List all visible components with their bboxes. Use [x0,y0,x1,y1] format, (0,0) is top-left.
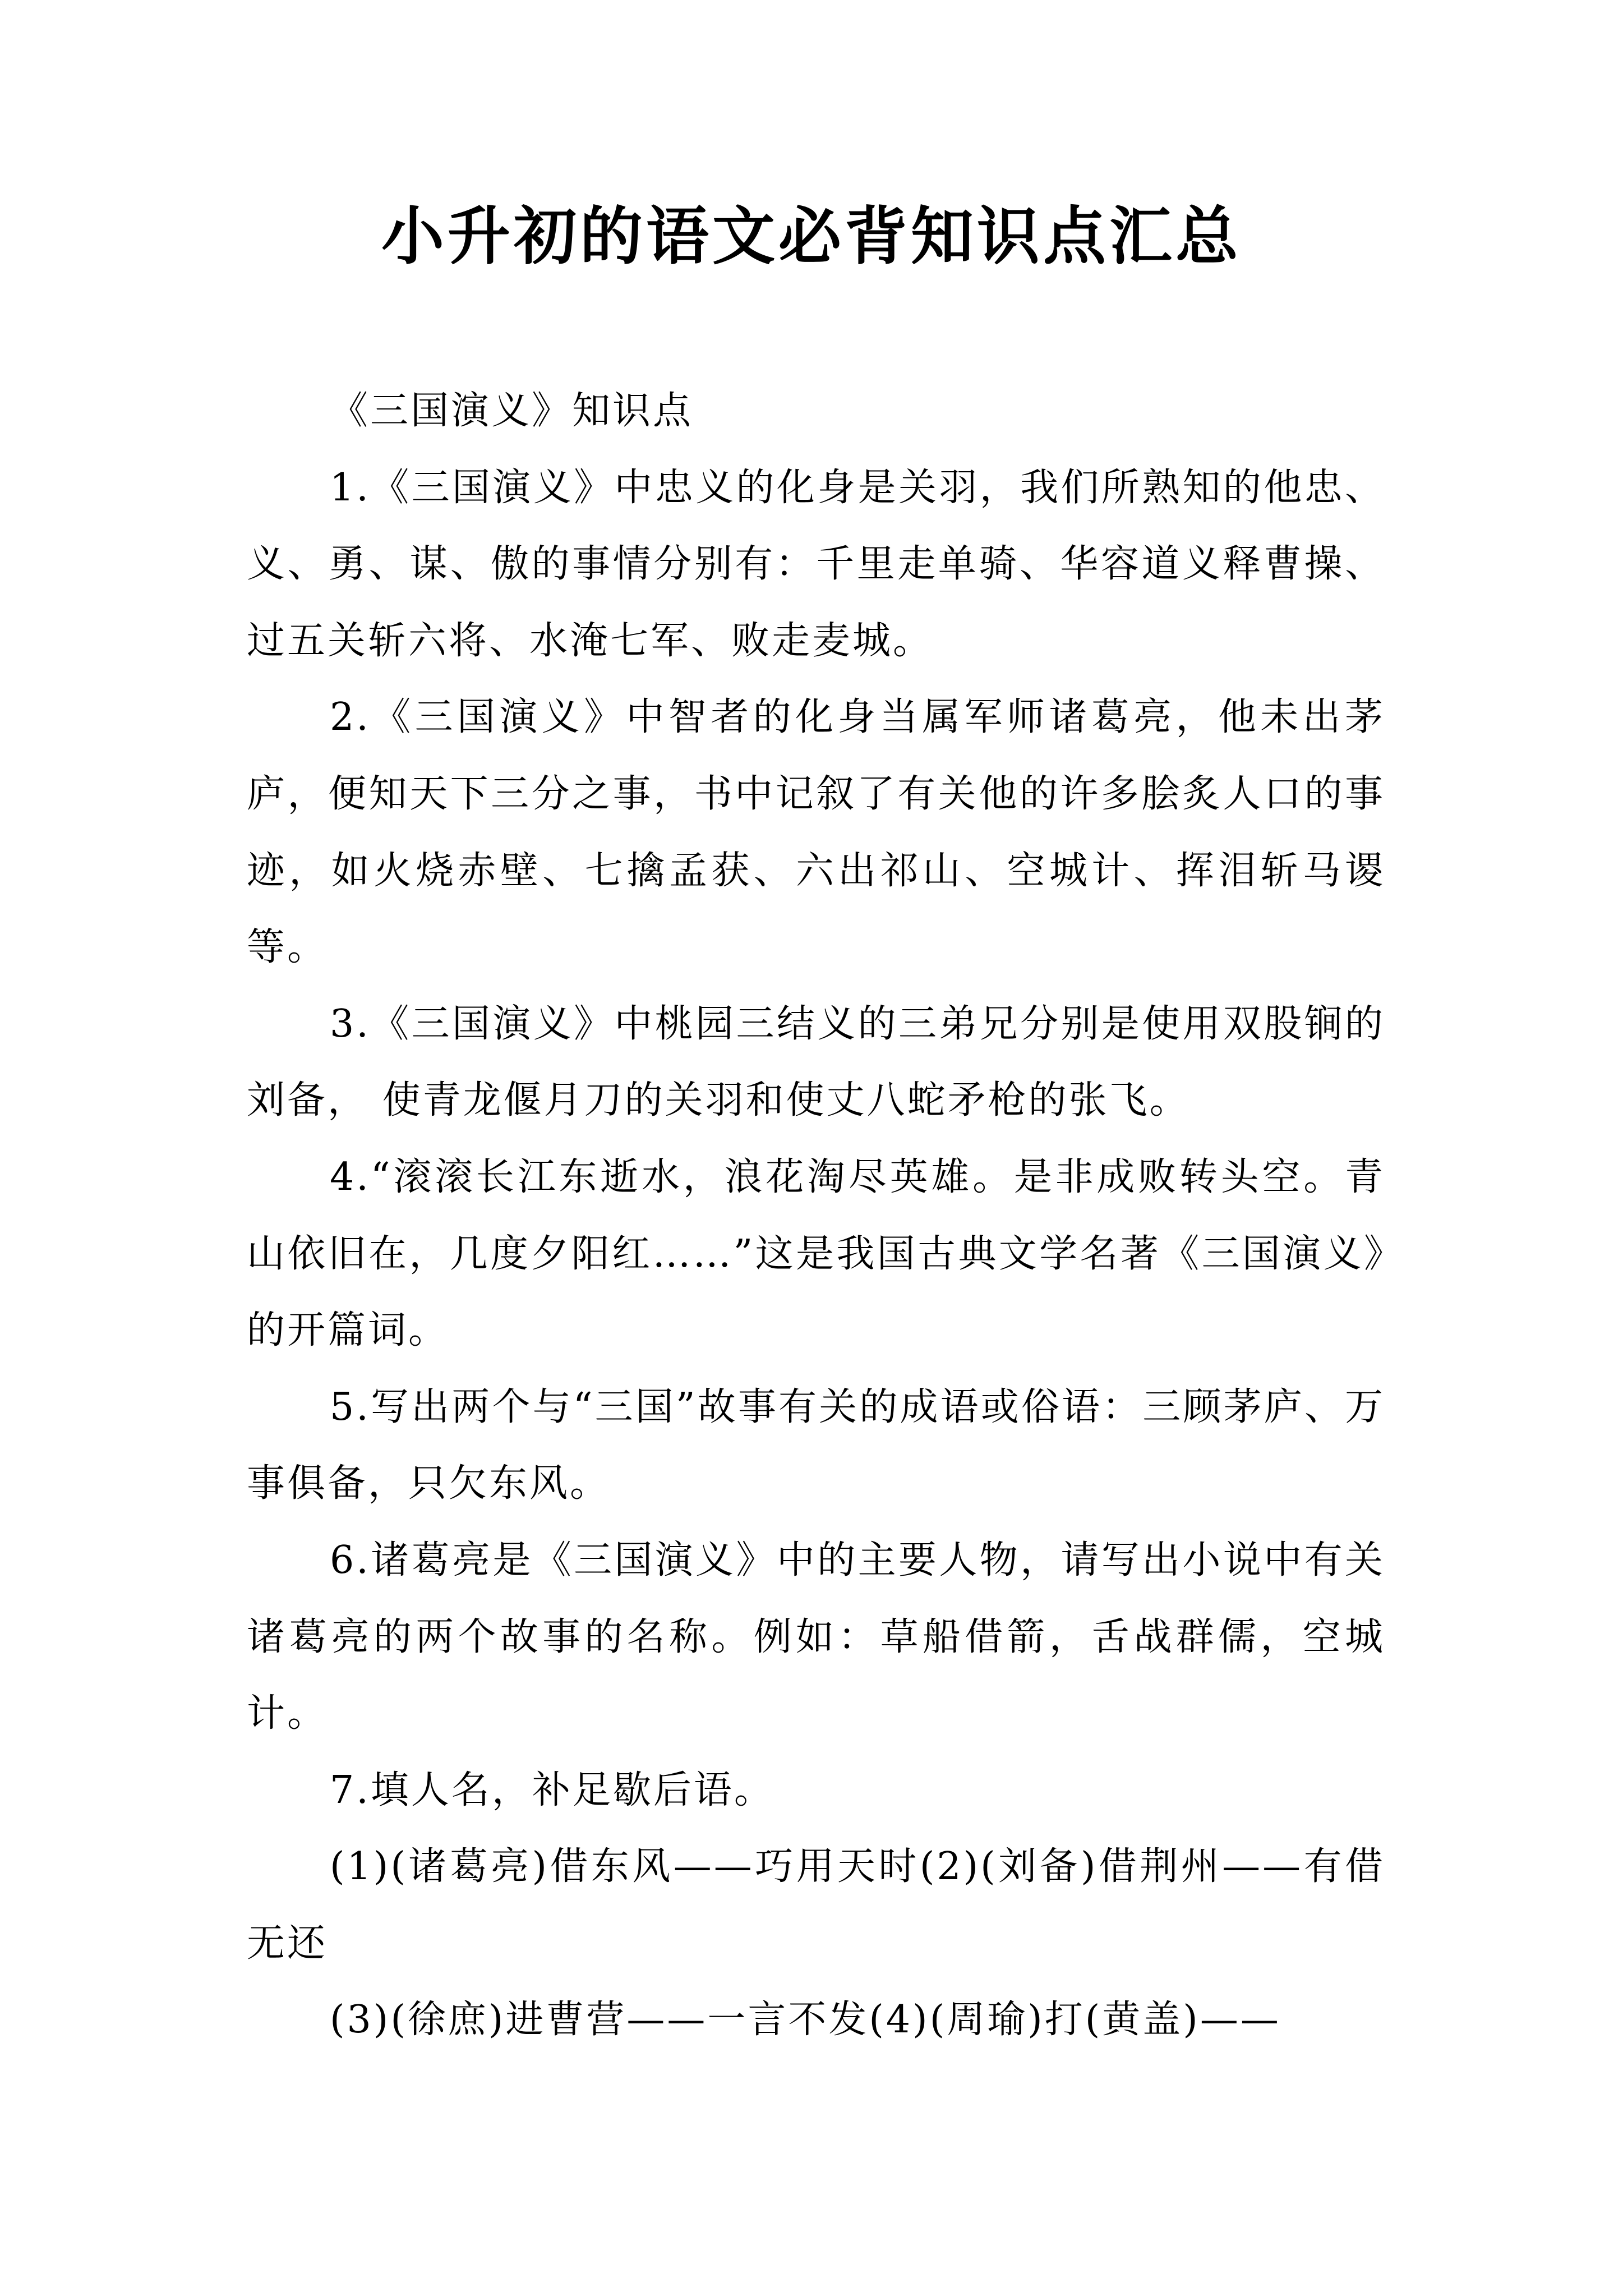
paragraph-item-6: 6.诸葛亮是《三国演义》中的主要人物，请写出小说中有关诸葛亮的两个故事的名称。例如：草船借箭，舌战群儒，空城计。 [247,1538,1385,1736]
paragraph-subitem-1-2: (1)(诸葛亮)借东风——巧用天时(2)(刘备)借荆州——有借无还 [247,1844,1385,1966]
section-heading: 《三国演义》知识点 [330,389,694,433]
document-title: 小升初的语文必背知识点汇总 [381,200,1242,273]
paragraph-item-2: 2.《三国演义》中智者的化身当属军师诸葛亮，他未出茅庐，便知天下三分之事，书中记叙了有关他的许多脍炙人口的事迹，如火烧赤壁、七擒孟获、六出祁山、空城计、挥泪斩马谡等。 [247,695,1385,970]
paragraph-item-4: 4.“滚滚长江东逝水，浪花淘尽英雄。是非成败转头空。青山依旧在，几度夕阳红……”这是我国古典文学名著《三国演义》的开篇词。 [247,1154,1385,1353]
paragraph-item-1: 1.《三国演义》中忠义的化身是关羽，我们所熟知的他忠、义、勇、谋、傲的事情分别有：千里走单骑、华容道义释曹操、过五关斩六将、水淹七军、败走麦城。 [247,465,1385,663]
document-body [247,373,1385,2059]
paragraph-item-5: 5.写出两个与“三国”故事有关的成语或俗语：三顾茅庐、万事俱备，只欠东风。 [247,1384,1385,1506]
paragraph-item-7: 7.填人名，补足歇后语。 [330,1768,774,1812]
paragraph-item-3: 3.《三国演义》中桃园三结义的三弟兄分别是使用双股锏的刘备， 使青龙偃月刀的关羽和使丈八蛇矛枪的张飞。 [247,1001,1385,1123]
paragraph-subitem-3-4: (3)(徐庶)进曹营——一言不发(4)(周瑜)打(黄盖)—— [330,1998,1281,2042]
